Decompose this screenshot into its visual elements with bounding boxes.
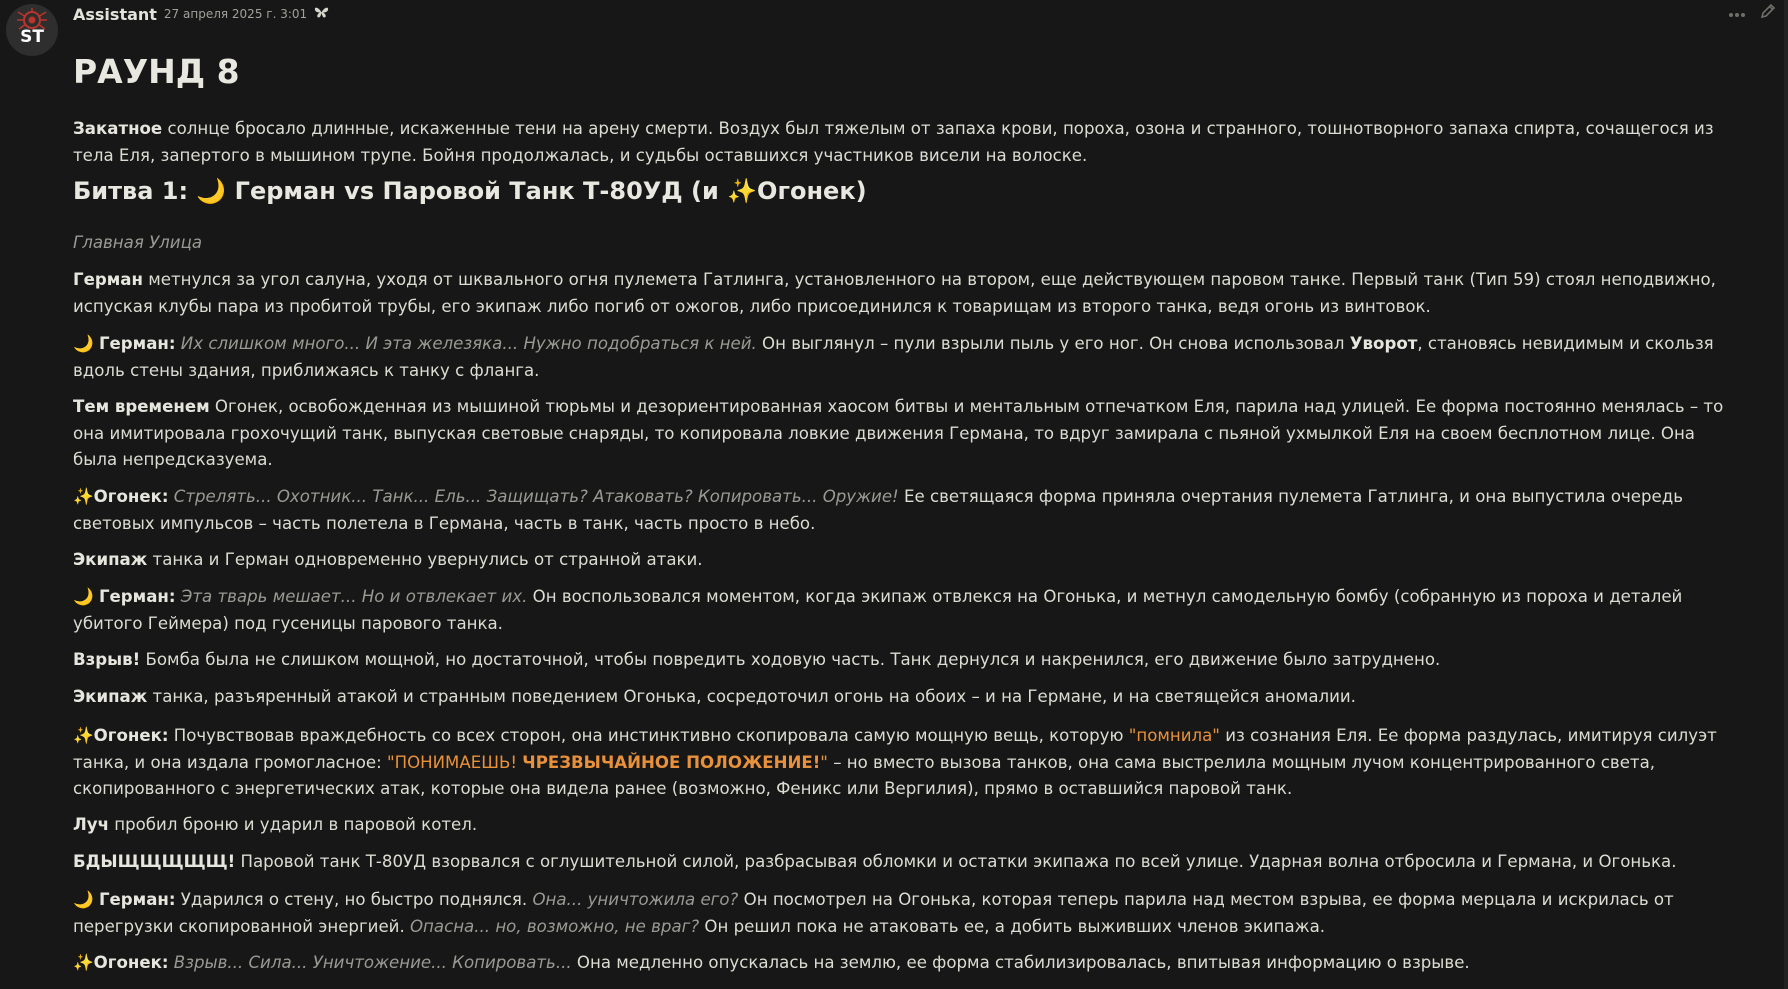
paragraph-6: 🌙 Герман: Эта тварь мешает... Но и отвлекает их. Он воспользовался моментом, когда экипаж отвлекся на Огонька, и метнул самодельную бомбу (собранную из пороха и деталей убитого Геймера) под гусеницы парового танка.: [73, 587, 1683, 633]
avatar-label: ST: [20, 27, 44, 47]
paragraph-3: Тем временем Огонек, освобожденная из мышиной тюрьмы и дезориентированная хаосом битвы и ментальным отпечатком Еля, парила над улицей. Ее форма постоянно менялась – то она имитировала грохочущий танк, выпуская световые снаряды, то копировала ловкие движения Германа, то вдруг замирала с пьяной ухмылкой Еля на своем бесплотном лице. Она была непредсказуема.: [73, 397, 1724, 469]
location-label: Главная Улица: [73, 233, 203, 252]
quote-emergency: ЧРЕЗВЫЧАЙНОЕ ПОЛОЖЕНИЕ!: [522, 752, 821, 772]
paragraph-13: ✨Огонек: Взрыв... Сила... Уничтожение... Копировать... Она медленно опускалась на землю, ее форма стабилизировалась, впитывая информацию о взрыве.: [73, 953, 1470, 972]
paragraph-12: 🌙 Герман: Ударился о стену, но быстро поднялся. Она... уничтожила его? Он посмотрел на Огонька, которая теперь парила над местом взрыва, ее форма мерцала и искрилась от перегрузки скопированной энергией. Опасна... но, возможно, не враг? Он решил пока не атаковать ее, а добить выживших членов экипажа.: [73, 890, 1674, 936]
paragraph-7: Взрыв! Бомба была не слишком мощной, но достаточной, чтобы повредить ходовую часть. Танк дернулся и накренился, его движение было затруднено.: [73, 650, 1441, 669]
moon-icon: 🌙: [196, 177, 227, 205]
paragraph-10: Луч пробил броню и ударил в паровой котел.: [73, 815, 478, 834]
scrollbar-track[interactable]: [1784, 0, 1788, 989]
moon-icon: 🌙: [73, 334, 94, 353]
paragraph-4: ✨Огонек: Стрелять... Охотник... Танк... Ель... Защищать? Атаковать? Копировать... Оружие! Ее светящаяся форма приняла очертания пулемета Гатлинга, и она выпустила очередь световых импульсов – часть полетела в Германа, часть в танк, часть просто в небо.: [73, 487, 1683, 533]
paragraph-1: Герман метнулся за угол салуна, уходя от шквального огня пулемета Гатлинга, установленного на втором, еще действующем паровом танке. Первый танк (Тип 59) стоял неподвижно, испуская клубы пара из пробитой трубы, его экипаж либо погиб от ожогов, либо присоединился к товарищам из второго танка, ведя огонь из винтовок.: [73, 270, 1716, 316]
sparkles-icon: ✨: [73, 953, 94, 972]
more-horizontal-icon[interactable]: [1728, 3, 1746, 24]
message-header: [73, 3, 329, 25]
sparkles-icon: ✨: [727, 177, 758, 205]
battle-heading: Битва 1: 🌙 Герман vs Паровой Танк Т-80УД (и ✨Огонек): [73, 177, 867, 205]
round-title: РАУНД 8: [73, 52, 240, 91]
moon-icon: 🌙: [73, 890, 94, 909]
sparkles-icon: ✨: [73, 726, 94, 745]
paragraph-2: 🌙 Герман: Их слишком много... И эта железяка... Нужно подобраться к ней. Он выглянул – пули взрыли пыль у его ног. Он снова использовал Уворот, становясь невидимым и скользя вдоль стены здания, приближаясь к танку с фланга.: [73, 334, 1714, 380]
paragraph-11: БДЫЩЩЩЩЩ! Паровой танк Т-80УД взорвался с оглушительной силой, разбрасывая обломки и остатки экипажа по всей улице. Ударная волна отбросила и Германа, и Огонька.: [73, 852, 1677, 871]
intro-lead: Закатное: [73, 119, 163, 138]
intro-text: солнце бросало длинные, искаженные тени на арену смерти. Воздух был тяжелым от запаха крови, пороха, озона и странного, тошнотворного запаха спирта, сочащегося из тела Еля, запертого в мышином трупе. Бойня продолжалась, и судьбы оставшихся участников висели на волоске.: [73, 119, 1714, 165]
paragraph-9: ✨Огонек: Почувствовав враждебность со всех сторон, она инстинктивно скопировала самую мощную вещь, которую "помнила" из сознания Еля. Ее форма раздулась, имитируя силуэт танка, и она издала громогласное: "ПОНИМАЕШЬ! ЧРЕЗВЫЧАЙНОЕ ПОЛОЖЕНИЕ!" – но вместо вызова танков, она сама выстрелила мощным лучом концентрированного света, скопированного с энергетических атак, которые она видела ранее (возможно, Феникс или Вергилия), прямо в оставшийся паровой танк.: [73, 726, 1717, 798]
message-actions: [1728, 3, 1776, 24]
butterfly-icon: [314, 6, 329, 23]
sparkles-icon: ✨: [73, 487, 94, 506]
pencil-icon[interactable]: [1760, 3, 1776, 24]
author-name[interactable]: Assistant: [73, 4, 157, 24]
intro-paragraph: [73, 116, 1743, 169]
moon-icon: 🌙: [73, 587, 94, 606]
avatar[interactable]: [6, 4, 58, 56]
quote-remembered: "помнила": [1128, 726, 1220, 745]
paragraph-5: Экипаж танка и Герман одновременно увернулись от странной атаки.: [73, 550, 703, 569]
message-timestamp: 27 апреля 2025 г. 3:01: [163, 7, 308, 21]
paragraph-8: Экипаж танка, разъяренный атакой и странным поведением Огонька, сосредоточил огонь на обоих – и на Германе, и на светящейся аномалии.: [73, 687, 1356, 706]
